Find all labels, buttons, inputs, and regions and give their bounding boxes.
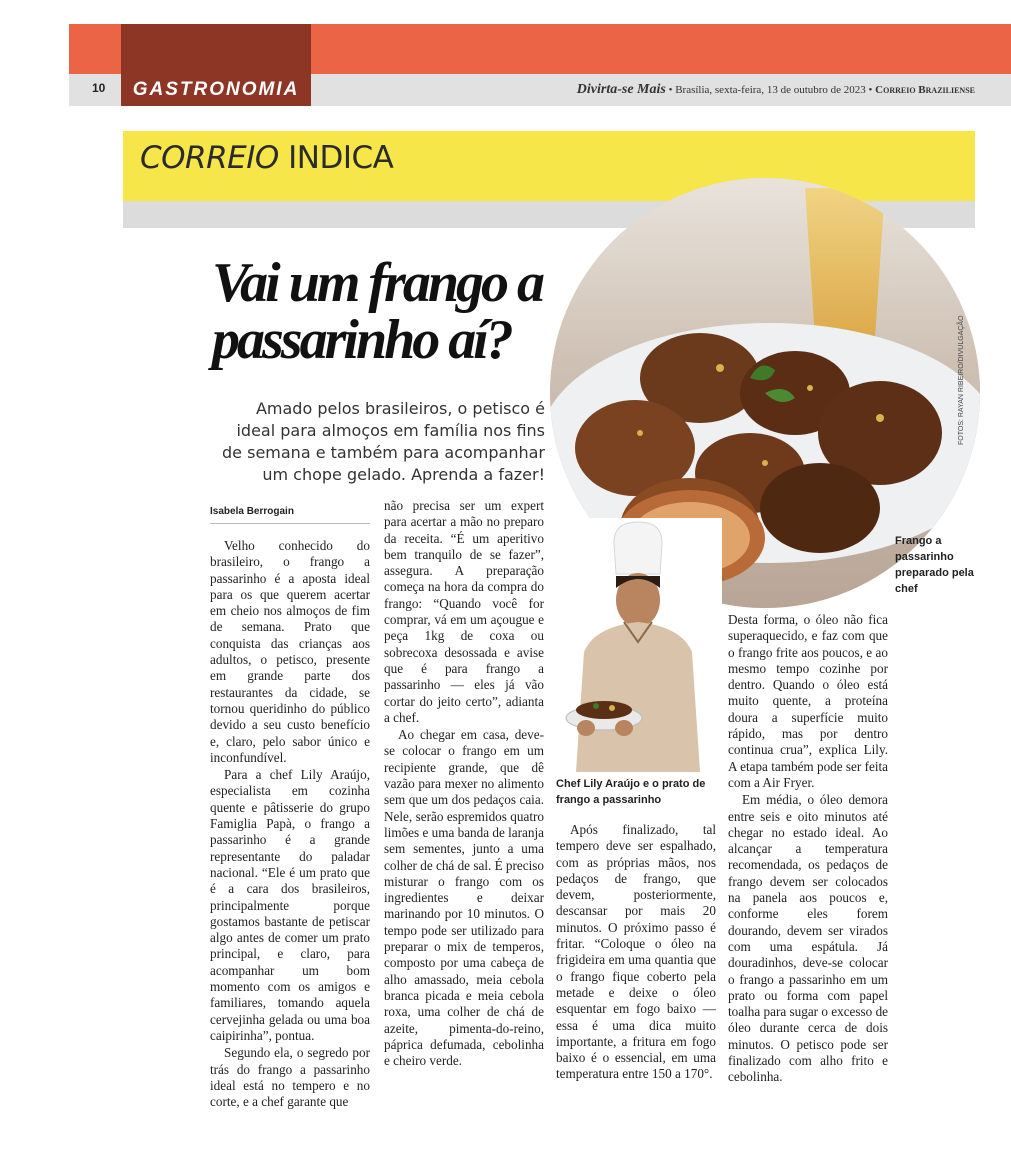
bullet-icon: •	[868, 84, 876, 96]
headline-line-1: Vai um frango a	[212, 252, 542, 314]
deck-text: Amado pelos brasileiros, o petisco é ideal para almoços em família nos fins de semana e também para acompanhar um chope gelado. Aprenda a fazer!	[222, 399, 545, 484]
headline	[212, 252, 572, 371]
supplement-name: Divirta-se Mais	[576, 82, 666, 97]
chef-illustration	[556, 518, 722, 772]
paragraph: não precisa ser um expert para acertar a mão no preparo da receita. “É um aperitivo bem tranquilo de se fazer”, assegura. A preparação começa na hora da compra do frango: “Quando você for comprar, vá em um açougue e peça 1kg de coxa ou sobrecoxa desossada e avise que é para frango a passarinho — eles já vão cortar do jeito certo”, adianta a chef.	[384, 498, 544, 725]
paragraph: Em média, o óleo demora entre seis e oito minutos até chegar no estado ideal. Ao alcançar a temperatura recomendada, os pedaços de frango devem ser colocados na panela aos poucos e, conforme eles forem dourando, devem ser virados com uma espátula. Já douradinhos, deve-se colocar o frango a passarinho em um prato ou forma com papel toalha para sugar o excesso de óleo durante cerca de dois minutos. O petisco pode ser finalizado com alho frito e cebolinha.	[728, 792, 889, 1085]
article-column-1	[210, 538, 370, 1111]
band-title-italic: CORREIO	[140, 140, 279, 176]
dateline	[577, 82, 975, 98]
article-column-4	[728, 612, 888, 1087]
byline: Isabela Berrogain	[210, 506, 370, 524]
paragraph: Após finalizado, tal tempero deve ser espalhado, com as próprias mãos, nos pedaços de frango, que devem, posteriormente, descansar por mais 20 minutos. O próximo passo é fritar. “Coloque o óleo na frigideira em uma quantia que o frango fique coberto pela metade e deixe o óleo esquentar em fogo baixo — essa é uma dica muito importante, a fritura em fogo baixo é o essencial, em uma temperatura entre 150 a 170°.	[556, 822, 716, 1082]
chef-photo	[556, 518, 722, 772]
paragraph: Velho conhecido do brasileiro, o frango a passarinho é a aposta ideal para os que querem acertar em cheio nos almoços de fim de semana. Prato que conquista das crianças aos adultos, o petisco, presente em grande parte dos restaurantes da cidade, se tornou queridinho do público devido a seu custo benefício e, claro, pelo sabor único e inconfundível.	[210, 538, 370, 765]
paragraph: Segundo ela, o segredo por trás do frango a passarinho ideal está no tempero e no corte, e a chef garante que	[210, 1045, 370, 1110]
paragraph: Ao chegar em casa, deve-se colocar o frango em um recipiente grande, que dê vazão para mexer no alimento sem que um dos pedaços caia. Nele, serão espremidos quatro limões e uma banda de laranja sem sementes, junto a uma colher de chá de sal. É preciso misturar o frango com os ingredientes e deixar marinando por 10 minutos. O tempo pode ser utilizado para preparar o mix de temperos, composto por uma cabeça de alho amassado, meia cebola branca picada e meia cebola roxa, uma colher de chá de azeite, pimenta-do-reino, páprica defumada, cebolinha e cheiro verde.	[384, 727, 545, 1069]
section-label: GASTRONOMIA	[132, 79, 300, 100]
photo-credit: FOTOS: RAYAN RIBEIRO/DIVULGAÇÃO	[958, 315, 965, 445]
article-column-3	[556, 822, 716, 1084]
paragraph: Para a chef Lily Araújo, especialista em cozinha quente e pâtisserie do grupo Famiglia Papà, o frango a passarinho é a grande representante do paladar nacional. “Ele é um prato que é a cara dos brasileiros, principalmente porque gostamos bastante de petiscar algo antes de comer um prato principal, e claro, para acompanhar um bom momento com os amigos e familiares, tomando aquela cervejinha gelada ou uma boa caipirinha”, pontua.	[210, 767, 370, 1043]
paragraph: Desta forma, o óleo não fica superaquecido, e faz com que o frango frite aos poucos, e ao mesmo tempo cozinhe por dentro. Quando o óleo está muito quente, a proteína doura a superfície muito rápido, mas por dentro continua crua”, explica Lily. A etapa também pode ser feita com a Air Fryer.	[728, 612, 889, 790]
page-number: 10	[92, 81, 106, 95]
bullet-icon: •	[668, 84, 676, 96]
band-title-rest: INDICA	[288, 140, 394, 176]
article-column-2	[384, 498, 544, 1070]
band-title	[140, 140, 393, 176]
chef-caption: Chef Lily Araújo e o prato de frango a passarinho	[556, 778, 706, 806]
headline-line-2: passarinho aí?	[212, 309, 511, 371]
photo-caption: Frango a passarinho preparado pela chef	[895, 535, 974, 595]
dateline-text: Brasília, sexta-feira, 13 de outubro de 2023	[675, 84, 866, 96]
newspaper-brand: Correio Braziliense	[875, 84, 975, 96]
